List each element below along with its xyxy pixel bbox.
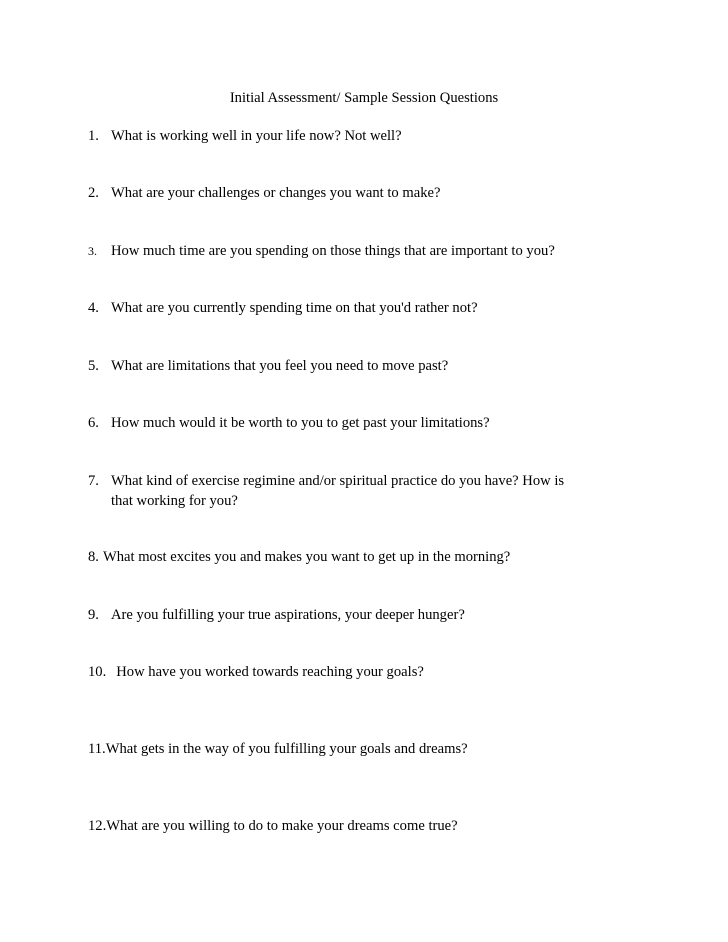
question-number: 5. [88, 358, 99, 374]
question-text-continued: that working for you? [111, 493, 238, 509]
question-9 [88, 605, 648, 625]
question-text: How much would it be worth to you to get past your limitations? [111, 415, 490, 431]
question-text: What kind of exercise regimine and/or spiritual practice do you have? How is [111, 473, 565, 489]
question-5 [88, 356, 648, 376]
question-text: How much time are you spending on those things that are important to you? [111, 243, 555, 259]
question-number: 12. [88, 818, 107, 834]
document-title: Initial Assessment/ Sample Session Questions [229, 90, 499, 106]
question-text: What most excites you and makes you want to get up in the morning? [102, 549, 511, 565]
question-text: What are limitations that you feel you need to move past? [111, 358, 449, 374]
question-12 [88, 816, 648, 836]
question-text: What are you currently spending time on that you'd rather not? [111, 300, 478, 316]
question-7 [88, 471, 648, 511]
question-number: 8. [88, 549, 99, 565]
question-number: 4. [88, 300, 99, 316]
question-number: 9. [88, 607, 99, 623]
question-number: 10. [88, 664, 107, 680]
question-8 [88, 547, 648, 567]
question-6 [88, 413, 648, 433]
question-text: What gets in the way of you fulfilling your goals and dreams? [105, 741, 468, 757]
question-3 [88, 241, 648, 261]
question-2 [88, 183, 648, 203]
question-number: 11. [88, 741, 106, 757]
question-number: 3. [88, 244, 97, 258]
question-text: What are you willing to do to make your dreams come true? [106, 818, 458, 834]
question-4 [88, 298, 648, 318]
question-text: What are your challenges or changes you want to make? [111, 185, 441, 201]
question-number: 7. [88, 473, 99, 489]
question-1 [88, 126, 648, 146]
question-11 [88, 739, 648, 759]
question-10 [88, 662, 648, 682]
question-text: How have you worked towards reaching your goals? [116, 664, 424, 680]
question-text: What is working well in your life now? Not well? [111, 128, 402, 144]
question-number: 2. [88, 185, 99, 201]
question-number: 6. [88, 415, 99, 431]
question-number: 1. [88, 128, 99, 144]
question-text: Are you fulfilling your true aspirations, your deeper hunger? [111, 607, 465, 623]
